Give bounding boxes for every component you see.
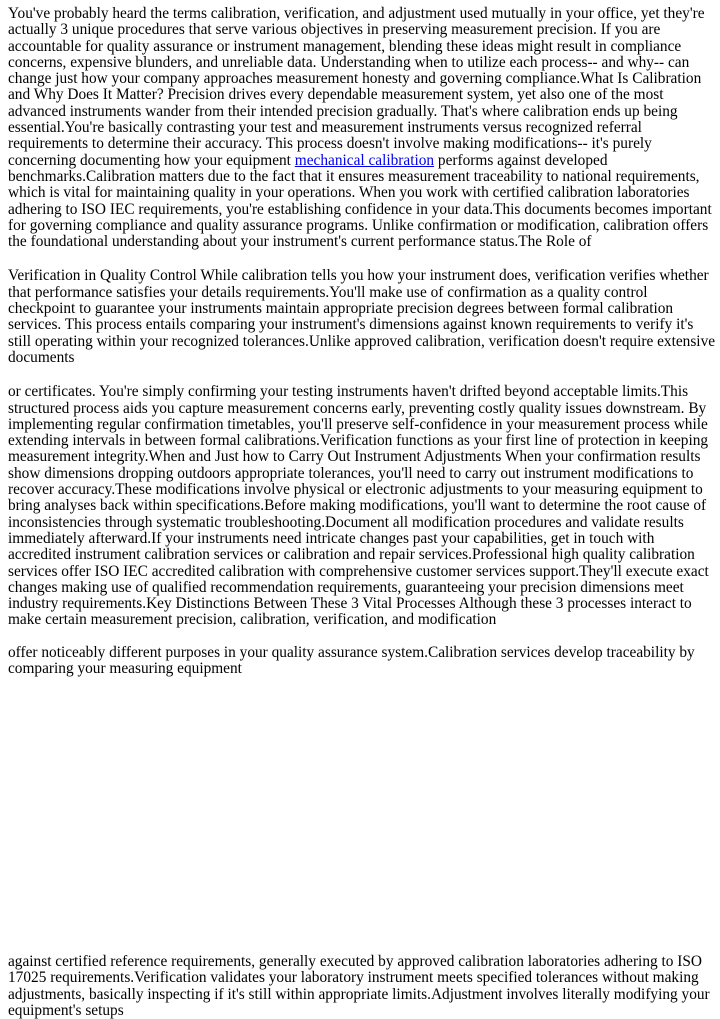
paragraph-calibration-text-end: performs against developed benchmarks.Calibration matters due to the fact that it ensures measurement traceability to national requirements, which is vital for maintaining quality in your operations. When you work with certified calibration laboratories adhering to ISO IEC requirements, you're establishing confidence in your data.This documents becomes important for governing compliance and quality assurance programs. Unlike confirmation or modification, calibration offers the foundational understanding about your instrument's current performance status.The Role of <box>8 151 712 251</box>
article-continuation <box>8 954 716 1019</box>
paragraph-adjustments: or certificates. You're simply confirming your testing instruments haven't drifted beyond acceptable limits.This structured process aids you capture measurement concerns early, preventing costly quality issues downstream. By implementing regular confirmation timetables, you'll preserve self-confidence in your measurement process while extending intervals in between formal calibrations.Verification functions as your first line of protection in keeping measurement integrity.When and Just how to Carry Out Instrument Adjustments When your confirmation results show dimensions dropping outdoors appropriate tolerances, you'll need to carry out instrument modifications to recover accuracy.These modifications involve physical or electronic adjustments to your measuring equipment to bring analyses back within specifications.Before making modifications, you'll want to determine the root cause of inconsistencies through systematic troubleshooting.Document all modification procedures and validate results immediately afterward.If your instruments need intricate changes past your capabilities, get in touch with accredited instrument calibration services or calibration and repair services.Professional high quality calibration services offer ISO IEC accredited calibration with comprehensive customer services support.They'll execute exact changes making use of qualified recommendation requirements, guaranteeing your precision dimensions meet industry requirements.Key Distinctions Between These 3 Vital Processes Although these 3 processes interact to make certain measurement precision, calibration, verification, and modification <box>8 383 709 629</box>
paragraph-calibration-text-start: You've probably heard the terms calibration, verification, and adjustment used mutually in your office, yet they're actually 3 unique procedures that serve various objectives in preserving measurement precision. If you are accountable for quality assurance or instrument management, blending these ideas might result in compliance concerns, expensive blunders, and unreliable data. Understanding when to utilize each process-- and why-- can change just how your company approaches measurement honesty and governing compliance.What Is Calibration and Why Does It Matter? Precision drives every dependable measurement system, yet also one of the most advanced instruments wander from their intended precision gradually. That's where calibration ends up being essential.You're basically contrasting your test and measurement instruments versus recognized referral requirements to determine their accuracy. This process doesn't involve making modifications-- it's purely concerning documenting how your equipment <box>8 5 705 169</box>
paragraph-distinctions: offer noticeably different purposes in your quality assurance system.Calibration services develop traceability by comparing your measuring equipment <box>8 643 695 677</box>
paragraph-verification: Verification in Quality Control While calibration tells you how your instrument does, verification verifies whether that performance satisfies your details requirements.You'll make use of confirmation as a quality control checkpoint to guarantee your instruments maintain appropriate precision degrees between formal calibration services. This process entails comparing your instrument's dimensions against known requirements to verify it's still operating within your recognized tolerances.Unlike approved calibration, verification doesn't require extensive documents <box>8 267 716 366</box>
paragraph-calibration <box>8 6 716 250</box>
paragraph-continuation: against certified reference requirements, generally executed by approved calibration laboratories adhering to ISO 17025 requirements.Verification validates your laboratory instrument meets specified tolerances without making adjustments, basically inspecting if it's still within appropriate limits.Adjustment involves literally modifying your equipment's setups <box>8 953 710 1019</box>
article-body <box>8 6 716 677</box>
mechanical-calibration-link[interactable]: mechanical calibration <box>294 151 435 169</box>
